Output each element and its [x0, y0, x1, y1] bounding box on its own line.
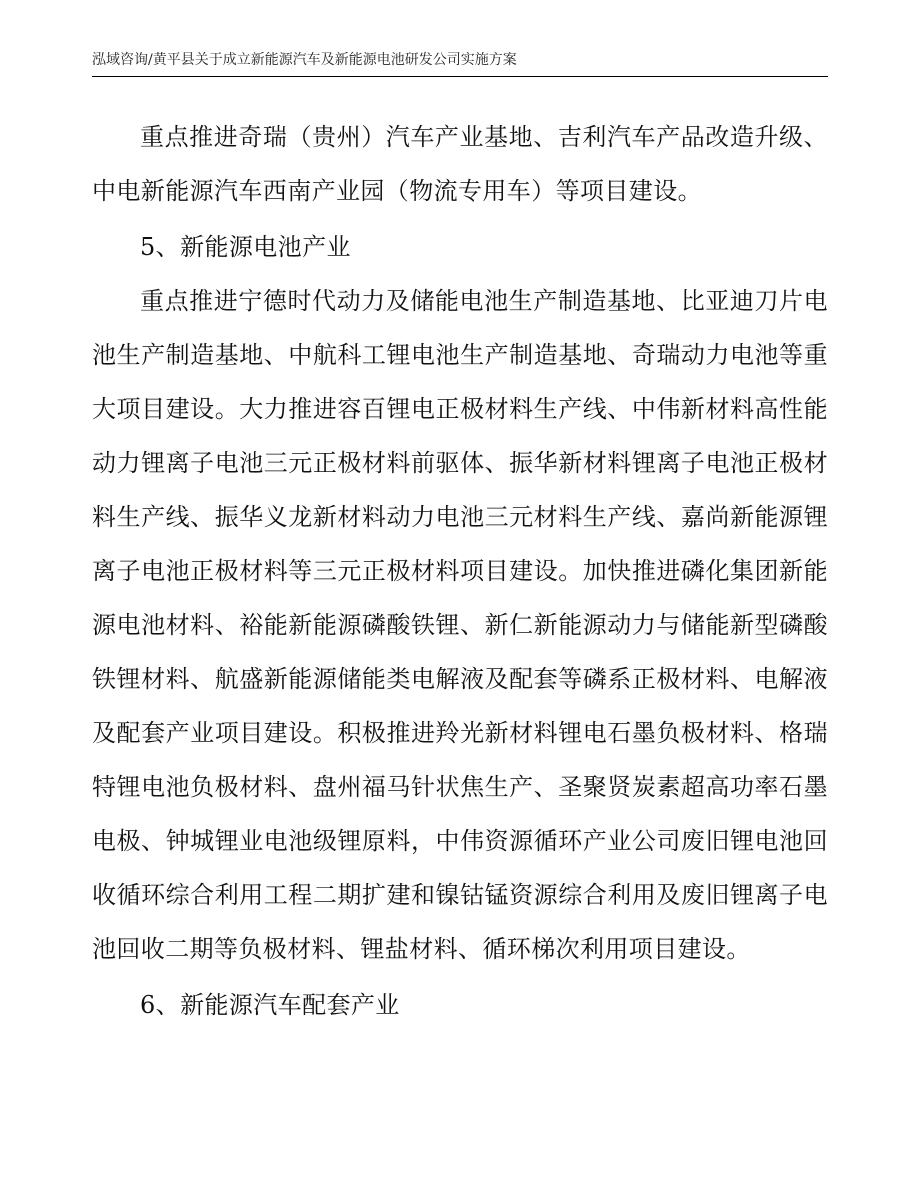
document-body [92, 110, 828, 1032]
paragraph-battery-projects: 重点推进宁德时代动力及储能电池生产制造基地、比亚迪刀片电池生产制造基地、中航科工锂电池生产制造基地、奇瑞动力电池等重大项目建设。大力推进容百锂电正极材料生产线、中伟新材料高性能动力锂离子电池三元正极材料前驱体、振华新材料锂离子电池正极材料生产线、振华义龙新材料动力电池三元材料生产线、嘉尚新能源锂离子电池正极材料等三元正极材料项目建设。加快推进磷化集团新能源电池材料、裕能新能源磷酸铁锂、新仁新能源动力与储能新型磷酸铁锂材料、航盛新能源储能类电解液及配套等磷系正极材料、电解液及配套产业项目建设。积极推进羚光新材料锂电石墨负极材料、格瑞特锂电池负极材料、盘州福马针状焦生产、圣聚贤炭素超高功率石墨电极、钟城锂业电池级锂原料，中伟资源循环产业公司废旧锂电池回收循环综合利用工程二期扩建和镍钴锰资源综合利用及废旧锂离子电池回收二期等负极材料、锂盐材料、循环梯次利用项目建设。 [92, 287, 828, 963]
page-header: 泓域咨询/黄平县关于成立新能源汽车及新能源电池研发公司实施方案 [92, 50, 828, 77]
section-heading-battery-industry: 5、新能源电池产业 [140, 233, 351, 261]
section-heading-supporting-industry: 6、新能源汽车配套产业 [140, 991, 400, 1019]
paragraph-project-list: 重点推进奇瑞（贵州）汽车产业基地、吉利汽车产品改造升级、中电新能源汽车西南产业园（物流专用车）等项目建设。 [92, 123, 828, 205]
